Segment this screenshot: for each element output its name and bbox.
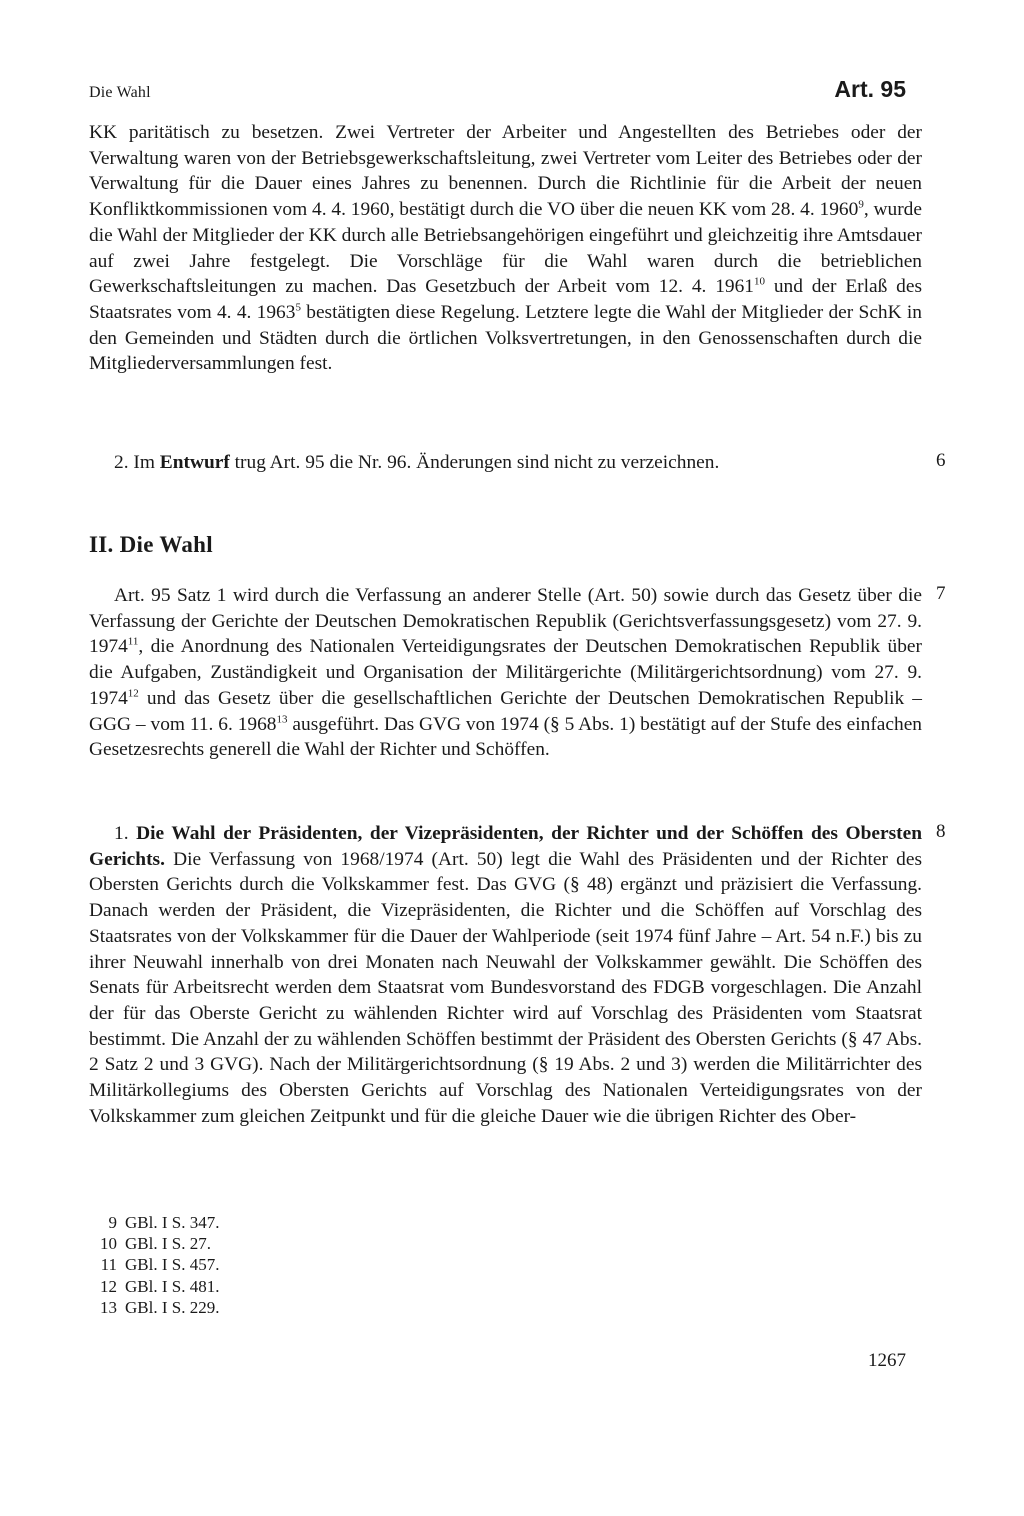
- footnote: 12 GBl. I S. 481.: [100, 1276, 220, 1296]
- page-number: 1267: [868, 1350, 906, 1371]
- running-head: Die Wahl: [89, 84, 151, 101]
- footnote-ref: 13: [276, 713, 288, 726]
- footnote-ref: 11: [127, 635, 139, 648]
- footnote: 10 GBl. I S. 27.: [100, 1234, 211, 1254]
- footnote-ref: 5: [295, 301, 301, 314]
- footnotes: [89, 1212, 219, 1318]
- section-heading: II. Die Wahl: [89, 532, 213, 557]
- paragraph-entwurf: 2. Im Entwurf trug Art. 95 die Nr. 96. Änderungen sind nicht zu verzeichnen.: [114, 452, 720, 473]
- footnote: 11 GBl. I S. 457.: [100, 1255, 220, 1275]
- article-label: Art. 95: [834, 76, 906, 102]
- margin-number: 6: [936, 450, 946, 471]
- footnote-ref: 9: [858, 198, 864, 211]
- paragraph-oberstes-gericht: 1. Die Wahl der Präsidenten, der Vizepräsidenten, der Richter und der Schöffen des Obersten Gerichts. Die Verfassung von 1968/1974 (Art. 50) legt die Wahl des Präsidenten und der Richter des Obersten Gerichts durch die Volkskammer fest. Das GVG (§ 48) ergänzt und präzisiert die Verfassung. Danach werden der Präsident, die Vizepräsidenten, die Richter und die Schöffen auf Vorschlag des Staatsrates von der Volkskammer für die Dauer der Wahlperiode (seit 1974 fünf Jahre – Art. 54 n.F.) bis zu ihrer Neuwahl innerhalb von drei Monaten nach Neuwahl der Volkskammer gewählt. Die Schöffen des Senats für Arbeitsrecht werden dem Staatsrat vom Bundesvorstand des FDGB vorgeschlagen. Die Anzahl der für das Oberste Gericht zu wählenden Richter wird auf Vorschlag des Präsidenten vom Staatsrat bestimmt. Die Anzahl der zu wählenden Schöffen bestimmt der Präsident des Obersten Gerichts (§ 47 Abs. 2 Satz 2 und 3 GVG). Nach der Militärgerichtsordnung (§ 19 Abs. 2 und 3) werden die Militärrichter des Militärkollegiums des Obersten Gerichts auf Vorschlag des Nationalen Verteidigungsrates von der Volkskammer zum gleichen Zeitpunkt und für die gleiche Dauer wie die übrigen Richter des Ober-: [89, 823, 923, 1127]
- footnote-ref: 10: [753, 275, 765, 288]
- footnote: 9 GBl. I S. 347.: [108, 1213, 220, 1232]
- paragraph-continuation: KK paritätisch zu besetzen. Zwei Vertreter der Arbeiter und Angestellten des Betriebes oder der Verwaltung waren von der Betriebsgewerkschaftsleitung, zwei Vertreter vom Leiter des Betriebes oder der Verwaltung für die Dauer eines Jahres zu benennen. Durch die Richtlinie für die Arbeit der neuen Konfliktkommissionen vom 4. 4. 1960, bestätigt durch die VO über die neuen KK vom 28. 4. 1960$^9$, wurde die Wahl der Mitglieder der KK durch alle Betriebsangehörigen eingeführt und gleichzeitig ihre Amtsdauer auf zwei Jahre festgelegt. Die Vorschläge für die Wahl waren durch die betrieblichen Gewerkschaftsleitungen zu machen. Das Gesetzbuch der Arbeit vom 12. 4. 1961$^{10}$ und der Erlaß des Staatsrates vom 4. 4. 1963$^5$ bestätigten diese Regelung. Letztere legte die Wahl der Mitglieder der SchK in den Gemeinden und Städten durch die örtlichen Volksvertretungen, in den Genossenschaften durch die Mitgliederversammlungen fest.: [89, 122, 923, 375]
- margin-number: 8: [936, 821, 946, 842]
- footnote: 13 GBl. I S. 229.: [100, 1297, 220, 1317]
- paragraph-art95-satz1: Art. 95 Satz 1 wird durch die Verfassung an anderer Stelle (Art. 50) sowie durch das Gesetz über die Verfassung der Gerichte der Deutschen Demokratischen Republik (Gerichtsverfassungsgesetz) vom 27. 9. 1974$^{11}$, die Anordnung des Nationalen Verteidigungsrates der Deutschen Demokratischen Republik über die Aufgaben, Zuständigkeit und Organisation der Militärgerichte (Militärgerichtsordnung) vom 27. 9. 1974$^{12}$ und das Gesetz über die gesellschaftlichen Gerichte der Deutschen Demokratischen Republik – GGG – vom 11. 6. 1968$^{13}$ ausgeführt. Das GVG von 1974 (§ 5 Abs. 1) bestätigt auf der Stufe des einfachen Gesetzesrechts generell die Wahl der Richter und Schöffen.: [89, 585, 923, 761]
- margin-number: 7: [936, 583, 946, 604]
- footnote-ref: 12: [127, 687, 139, 700]
